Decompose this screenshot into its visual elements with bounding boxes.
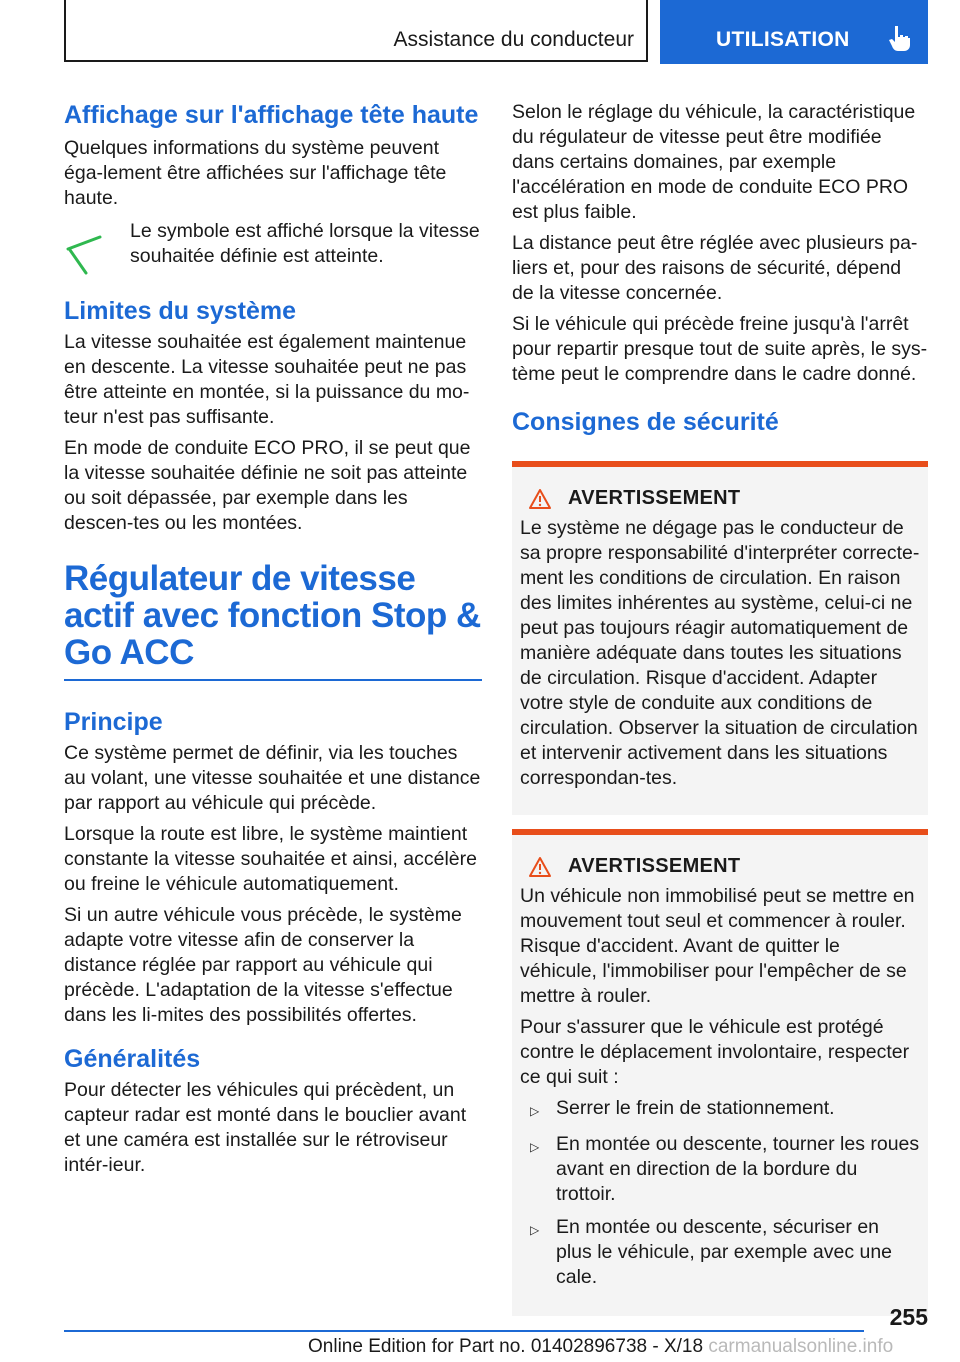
warning-header: [520, 855, 920, 878]
warning-title: AVERTISSEMENT: [568, 855, 741, 877]
warning-text: Un véhicule non immobilisé peut se mettre en mouvement tout seul et commencer à rouler. Risque d'accident. Avant de quitter le véhicule, l'immobiliser pour l'empêcher de se mettre à rouler.: [520, 885, 915, 1007]
acc-heading-block: [64, 560, 482, 681]
symbol-row: [64, 219, 482, 280]
list-item: [520, 1215, 920, 1290]
paragraph-right-2: La distance peut être réglée avec plusieurs pa-liers et, pour des raisons de sécurité, dépend de la vitesse concernée.: [512, 232, 918, 304]
symbol-description: Le symbole est affiché lorsque la vitesse souhaitée définie est atteinte.: [130, 220, 480, 267]
list-item-text: Serrer le frein de stationnement.: [556, 1097, 835, 1119]
triangle-bullet-icon: ▷: [530, 1104, 540, 1118]
heading-acc: Régulateur de vitesse actif avec fonction Stop & Go ACC: [64, 559, 481, 672]
heading-general: Généralités: [64, 1045, 201, 1073]
warning-list: [520, 1096, 920, 1290]
page-number: 255: [889, 1304, 928, 1330]
paragraph-right-3: Si le véhicule qui précède freine jusqu'à l'arrêt pour repartir presque tout de suite après, le sys-tème peut le comprendre dans le cadre donné.: [512, 313, 928, 385]
paragraph-right-1: Selon le réglage du véhicule, la caractéristique du régulateur de vitesse peut être modifiée dans certains domaines, par exemple l'accélération en mode de conduite ECO PRO est plus faible.: [512, 101, 916, 223]
heading-principe: Principe: [64, 708, 163, 736]
page-header: [64, 0, 928, 64]
paragraph-limits-1: La vitesse souhaitée est également maintenue en descente. La vitesse souhaitée peut ne pas être atteinte en montée, si la puissance du mo-teur n'est pas suffisante.: [64, 331, 470, 428]
section-title: Assistance du conducteur: [393, 28, 634, 51]
paragraph-limits-2: En mode de conduite ECO PRO, il se peut que la vitesse souhaitée définie ne soit pas atteinte ou soit dépassée, par exemple dans les descen-tes ou les montées.: [64, 437, 471, 534]
paragraph-principe-2: Lorsque la route est libre, le système maintient constante la vitesse souhaitée et ainsi, accélère ou freine le véhicule automatiquement.: [64, 823, 477, 895]
warning-box-1: [512, 461, 928, 815]
list-item-text: En montée ou descente, sécuriser en plus le véhicule, par exemple avec une cale.: [556, 1216, 893, 1288]
footer-rule: [64, 1330, 864, 1332]
left-column: [64, 100, 482, 1184]
warning-text: Le système ne dégage pas le conducteur de sa propre responsabilité d'interpréter correcte-ment les conditions de circulation. En raison des limites inhérentes au système, celui-ci ne peut pas toujours réagir automatiquement de manière adéquate dans toutes les situations de circulation. Risque d'accident. Adapter votre style de conduite aux conditions de circulation. Observer la situation de circulation et intervenir activement dans les situations correspondan-tes.: [520, 517, 920, 789]
triangle-bullet-icon: ▷: [530, 1223, 540, 1237]
paragraph-hud: Quelques informations du système peuvent éga-lement être affichées sur l'affichage tête haute.: [64, 137, 447, 209]
warning-box-2: [512, 829, 928, 1316]
list-item: [520, 1132, 920, 1207]
section-header-box: [64, 0, 648, 62]
warning-triangle-icon: [528, 488, 552, 510]
paragraph-principe-1: Ce système permet de définir, via les touches au volant, une vitesse souhaitée et une distance par rapport au véhicule qui précède.: [64, 742, 481, 814]
warning-triangle-icon: [528, 856, 552, 878]
chapter-label: UTILISATION: [716, 28, 850, 51]
hand-pointer-icon: [888, 24, 914, 52]
footer: [308, 1336, 893, 1358]
paragraph-general: Pour détecter les véhicules qui précèdent, un capteur radar est monté dans le bouclier avant et une caméra est installée sur le rétroviseur intér-ieur.: [64, 1079, 467, 1176]
speed-reached-tick-icon: [64, 219, 130, 280]
right-column: [512, 100, 928, 1330]
warning-title: AVERTISSEMENT: [568, 487, 741, 509]
watermark: carmanualsonline.info: [708, 1336, 894, 1357]
triangle-bullet-icon: ▷: [530, 1140, 540, 1154]
warning-header: [520, 487, 920, 510]
warning-text-2: Pour s'assurer que le véhicule est protégé contre le déplacement involontaire, respecter ce qui suit :: [520, 1016, 910, 1088]
heading-hud: Affichage sur l'affichage tête haute: [64, 101, 479, 129]
paragraph-principe-3: Si un autre véhicule vous précède, le système adapte votre vitesse afin de conserver la distance réglée par rapport au véhicule qui précède. L'adaptation de la vitesse s'effectue dans les li-mites des possibilités offertes.: [64, 904, 462, 1026]
edition-text: Online Edition for Part no. 01402896738 - X/18: [308, 1336, 704, 1357]
list-item: [520, 1096, 920, 1124]
heading-limits: Limites du système: [64, 297, 297, 325]
chapter-tab: [660, 0, 928, 64]
heading-safety: Consignes de sécurité: [512, 408, 779, 436]
list-item-text: En montée ou descente, tourner les roues avant en direction de la bordure du trottoir.: [556, 1133, 920, 1205]
